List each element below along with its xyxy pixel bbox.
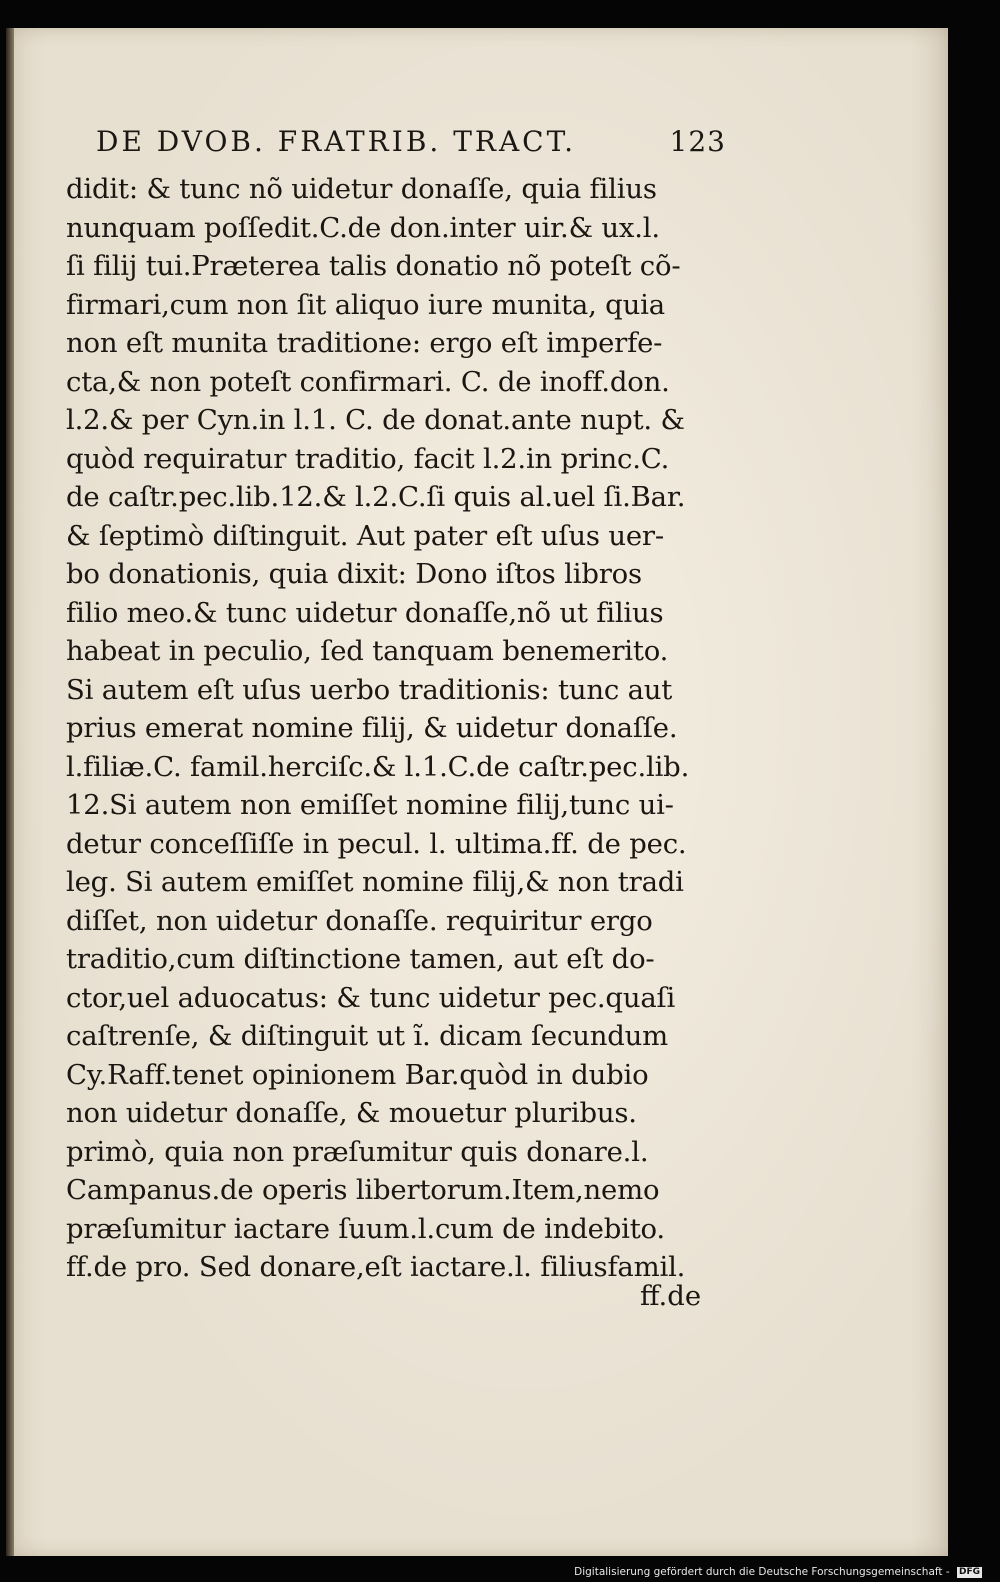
text-line: Cy.Raff.tenet opinionem Bar.quòd in dubio <box>66 1058 649 1091</box>
text-line: bo donationis, quia dixit: Dono iſtos libros <box>66 558 642 590</box>
text-line: detur conceſſiſſe in pecul. l. ultima.ff. de pec. <box>66 827 687 860</box>
running-head-title: DE DVOB. FRATRIB. TRACT. <box>96 125 577 158</box>
text-line: Campanus.de operis libertorum.Item,nemo <box>66 1174 660 1206</box>
text-line: cta,& non poteſt confirmari. C. de inoff.don. <box>66 365 670 398</box>
text-line: 12.Si autem non emiſſet nomine filij,tunc ui- <box>66 789 674 821</box>
text-line: habeat in peculio, ſed tanquam benemerito. <box>66 635 669 667</box>
text-line: diſſet, non uidetur donaſſe. requiritur ergo <box>66 904 653 937</box>
text-line: primò, quia non præſumitur quis donare.l. <box>66 1135 649 1168</box>
text-line: nunquam poſſedit.C.de don.inter uir.& ux.l. <box>66 211 660 244</box>
text-line: traditio,cum diſtinctione tamen, aut eſt do- <box>66 943 655 975</box>
text-line: non uidetur donaſſe, & mouetur pluribus. <box>66 1097 637 1129</box>
text-line: Si autem eſt uſus uerbo traditionis: tunc aut <box>66 673 673 706</box>
text-line: caſtrenſe, & diſtinguit ut ĩ. dicam ſecundum <box>66 1020 669 1052</box>
text-line: prius emerat nomine filij, & uidetur donaſſe. <box>66 712 678 744</box>
text-line: filio meo.& tunc uidetur donaſſe,nõ ut filius <box>66 596 664 629</box>
page-number: 123 <box>669 125 726 158</box>
text-line: non eſt munita traditione: ergo eſt imperfe- <box>66 327 663 359</box>
text-line: ſi filij tui.Præterea talis donatio nõ poteſt cõ- <box>66 250 681 282</box>
page-gutter <box>6 28 14 1556</box>
text-line: leg. Si autem emiſſet nomine filij,& non tradi <box>66 866 684 898</box>
text-line: & ſeptimò diſtinguit. Aut pater eſt uſus uer- <box>66 519 664 552</box>
text-line: ctor,uel aduocatus: & tunc uidetur pec.quaſi <box>66 981 676 1014</box>
text-line: præſumitur iactare ſuum.l.cum de indebito. <box>66 1212 665 1245</box>
body-text <box>66 170 736 1287</box>
catchword: ff.de <box>640 1280 702 1312</box>
digitization-credit <box>574 1566 982 1578</box>
text-line: l.filiæ.C. famil.herciſc.& l.1.C.de caſtr.pec.lib. <box>66 750 690 783</box>
credit-text: Digitalisierung gefördert durch die Deutsche Forschungsgemeinschaft - <box>574 1566 950 1578</box>
text-line: didit: & tunc nõ uidetur donaſſe, quia filius <box>66 173 657 205</box>
text-line: l.2.& per Cyn.in l.1. C. de donat.ante nupt. & <box>66 404 685 436</box>
text-line: de caſtr.pec.lib.12.& l.2.C.ſi quis al.uel ſi.Bar. <box>66 481 686 513</box>
text-line: firmari,cum non ſit aliquo iure munita, quia <box>66 288 665 321</box>
dfg-logo: DFG <box>958 1566 980 1577</box>
text-line: quòd requiratur traditio, facit l.2.in princ.C. <box>66 442 670 475</box>
running-head <box>96 125 726 165</box>
text-line: ff.de pro. Sed donare,eſt iactare.l. filiusfamil. <box>66 1251 686 1283</box>
